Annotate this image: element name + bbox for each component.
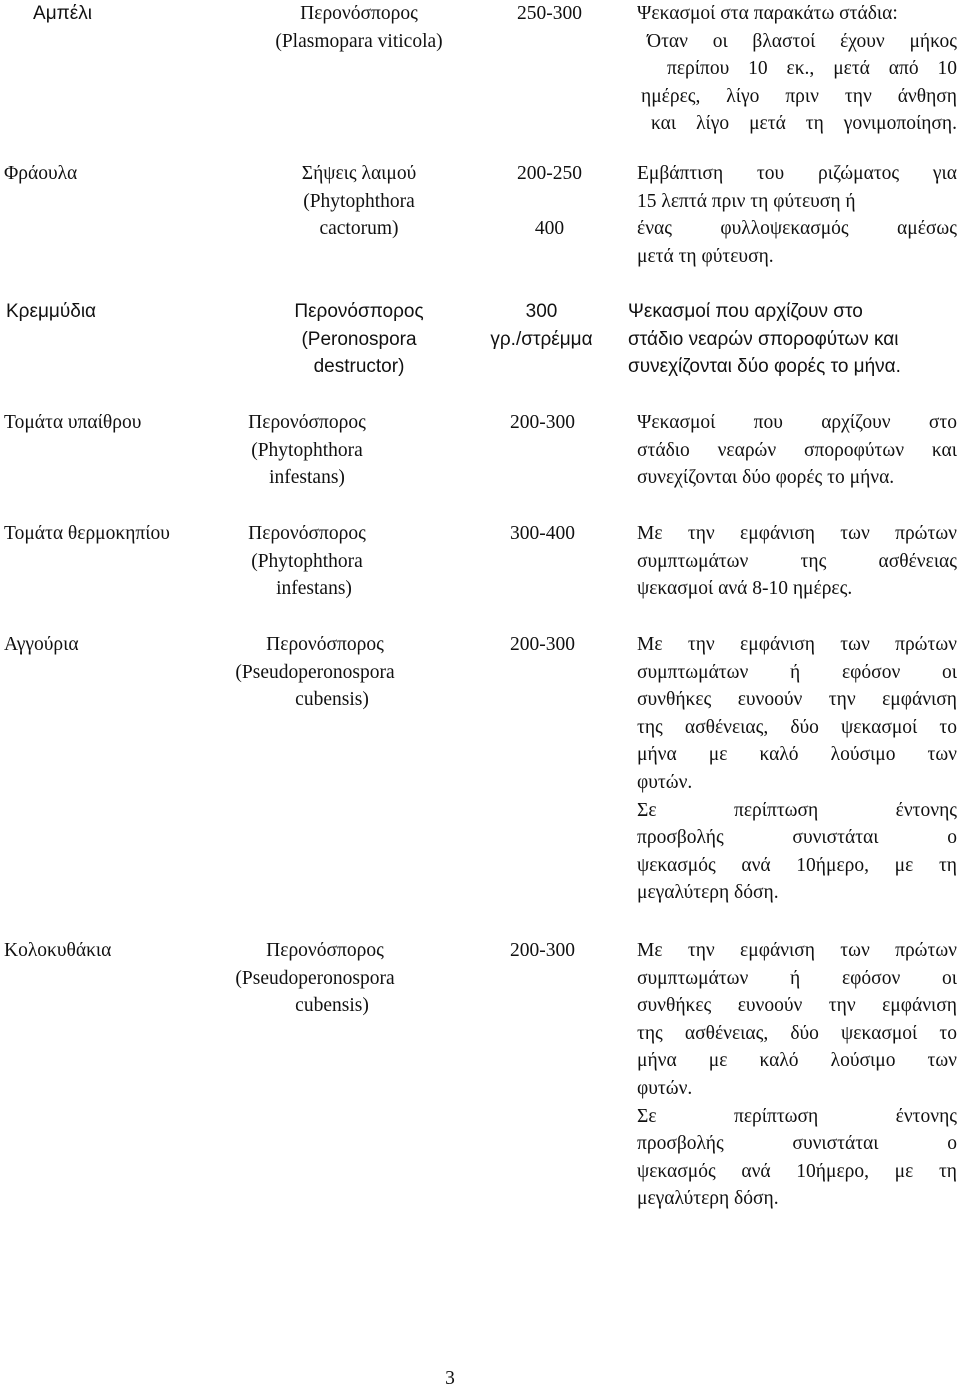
note-line: προσβολής συνιστάται ο <box>637 827 957 849</box>
note-line: Ψεκασμοί που αρχίζουν στο <box>628 301 863 322</box>
note-line: και λίγο μετά τη γονιμοποίηση. <box>651 113 957 135</box>
note-line: συμπτωμάτων της ασθένειας <box>637 550 957 572</box>
dose <box>487 0 612 28</box>
note-line: περίπου 10 εκ., μετά από 10 <box>667 58 957 80</box>
crop-name: Κολοκυθάκια <box>4 940 112 961</box>
dose-line: 300 <box>525 301 558 322</box>
note-line: στάδιο νεαρών σποροφύτων και <box>628 328 899 350</box>
note-line: μεγαλύτερη δόση. <box>637 882 779 904</box>
disease-name <box>170 520 444 603</box>
note-line: συνθήκες ευνοούν την εμφάνιση <box>637 689 957 711</box>
dose <box>480 631 605 659</box>
disease-line: (Pseudoperonospora <box>235 661 395 683</box>
disease-line: destructor) <box>313 356 405 378</box>
disease-line: (Phytophthora <box>303 190 415 212</box>
disease-name <box>178 631 452 714</box>
note-line: στάδιο νεαρών σποροφύτων και <box>637 439 957 461</box>
disease-line: cactorum) <box>319 218 399 240</box>
crop-name: Αγγούρια <box>4 634 79 655</box>
note-line: μεγαλύτερη δόση. <box>637 1188 779 1210</box>
note-line: Σε περίπτωση έντονης <box>637 1105 957 1127</box>
dose-line: 250-300 <box>517 3 582 24</box>
dose <box>480 409 605 437</box>
disease-line: Περονόσπορος <box>248 523 366 544</box>
note-line: Ψεκασμοί στα παρακάτω στάδια: <box>637 3 898 24</box>
disease-name <box>178 937 452 1020</box>
disease-line: cubensis) <box>295 689 369 711</box>
disease-line: Περονόσπορος <box>248 412 366 433</box>
application-notes <box>637 0 957 138</box>
note-line: Σε περίπτωση έντονης <box>637 799 957 821</box>
crop-name: Τομάτα θερμοκηπίου <box>4 523 170 544</box>
note-line: Με την εμφάνιση των πρώτων <box>637 523 957 544</box>
disease-line: Περονόσπορος <box>266 634 384 655</box>
note-line: ψεκασμοί ανά 8-10 ημέρες. <box>637 578 853 600</box>
application-notes <box>637 631 957 907</box>
note-line: ένας φυλλοψεκασμός αμέσως <box>637 218 957 240</box>
crop-name: Κρεμμύδια <box>6 301 97 322</box>
disease-line: (Phytophthora <box>251 550 363 572</box>
dose-line: 200-300 <box>510 412 575 433</box>
disease-line: (Peronospora <box>301 328 417 350</box>
note-line: της ασθένειας, δύο ψεκασμοί το <box>637 1022 957 1044</box>
disease-line: (Phytophthora <box>251 439 363 461</box>
dose <box>487 160 612 243</box>
disease-line: cubensis) <box>295 995 369 1017</box>
page-number: 3 <box>445 1368 455 1389</box>
disease-name <box>222 160 496 243</box>
disease-name <box>222 298 496 381</box>
disease-line: Περονόσπορος <box>300 3 418 24</box>
note-line: μήνα με καλό λούσιμο των <box>637 1050 957 1072</box>
crop-name: Φράουλα <box>4 163 78 184</box>
note-line: ημέρες, λίγο πριν την άνθηση <box>641 85 957 107</box>
dose <box>480 520 605 548</box>
application-notes <box>628 298 958 381</box>
application-notes <box>637 937 957 1213</box>
disease-line: Περονόσπορος <box>294 301 424 322</box>
note-line: Εμβάπτιση του ριζώματος για <box>637 163 957 184</box>
note-line: της ασθένειας, δύο ψεκασμοί το <box>637 716 957 738</box>
note-line: Ψεκασμοί που αρχίζουν στο <box>637 412 957 433</box>
note-line: φυτών. <box>637 1077 693 1099</box>
note-line: μετά τη φύτευση. <box>637 245 774 267</box>
crop-name: Αμπέλι <box>33 3 92 24</box>
crop-name: Τομάτα υπαίθρου <box>4 412 142 433</box>
disease-line: infestans) <box>276 578 352 600</box>
note-line: Με την εμφάνιση των πρώτων <box>637 940 957 961</box>
note-line: συνεχίζονται δύο φορές το μήνα. <box>637 467 895 489</box>
application-notes <box>637 160 957 270</box>
dose-line: 200-250 <box>517 163 582 184</box>
note-line: συνεχίζονται δύο φορές το μήνα. <box>628 356 901 378</box>
disease-name <box>170 409 444 492</box>
dose-line <box>487 188 612 216</box>
note-line: συμπτωμάτων ή εφόσον οι <box>637 661 957 683</box>
note-line: προσβολής συνιστάται ο <box>637 1133 957 1155</box>
dose <box>479 298 604 353</box>
dose-line: 300-400 <box>510 523 575 544</box>
dose-line: 200-300 <box>510 634 575 655</box>
disease-line: Σήψεις λαιμού <box>301 163 417 184</box>
application-notes <box>637 409 957 492</box>
dose-line: 400 <box>534 218 565 240</box>
disease-line: infestans) <box>269 467 345 489</box>
note-line: Με την εμφάνιση των πρώτων <box>637 634 957 655</box>
note-line: 15 λεπτά πριν τη φύτευση ή <box>637 190 856 212</box>
disease-line: (Pseudoperonospora <box>235 967 395 989</box>
disease-line: (Plasmopara viticola) <box>275 30 443 52</box>
note-line: συνθήκες ευνοούν την εμφάνιση <box>637 995 957 1017</box>
application-notes <box>637 520 957 603</box>
disease-line: Περονόσπορος <box>266 940 384 961</box>
note-line: μήνα με καλό λούσιμο των <box>637 744 957 766</box>
dose-line: 200-300 <box>510 940 575 961</box>
dose-line: γρ./στρέμμα <box>490 328 593 350</box>
dose <box>480 937 605 965</box>
note-line: συμπτωμάτων ή εφόσον οι <box>637 967 957 989</box>
note-line: Όταν οι βλαστοί έχουν μήκος <box>647 30 957 52</box>
disease-name <box>222 0 496 55</box>
note-line: ψεκασμός ανά 10ήμερο, με τη <box>637 1160 957 1182</box>
note-line: ψεκασμός ανά 10ήμερο, με τη <box>637 854 957 876</box>
note-line: φυτών. <box>637 771 693 793</box>
